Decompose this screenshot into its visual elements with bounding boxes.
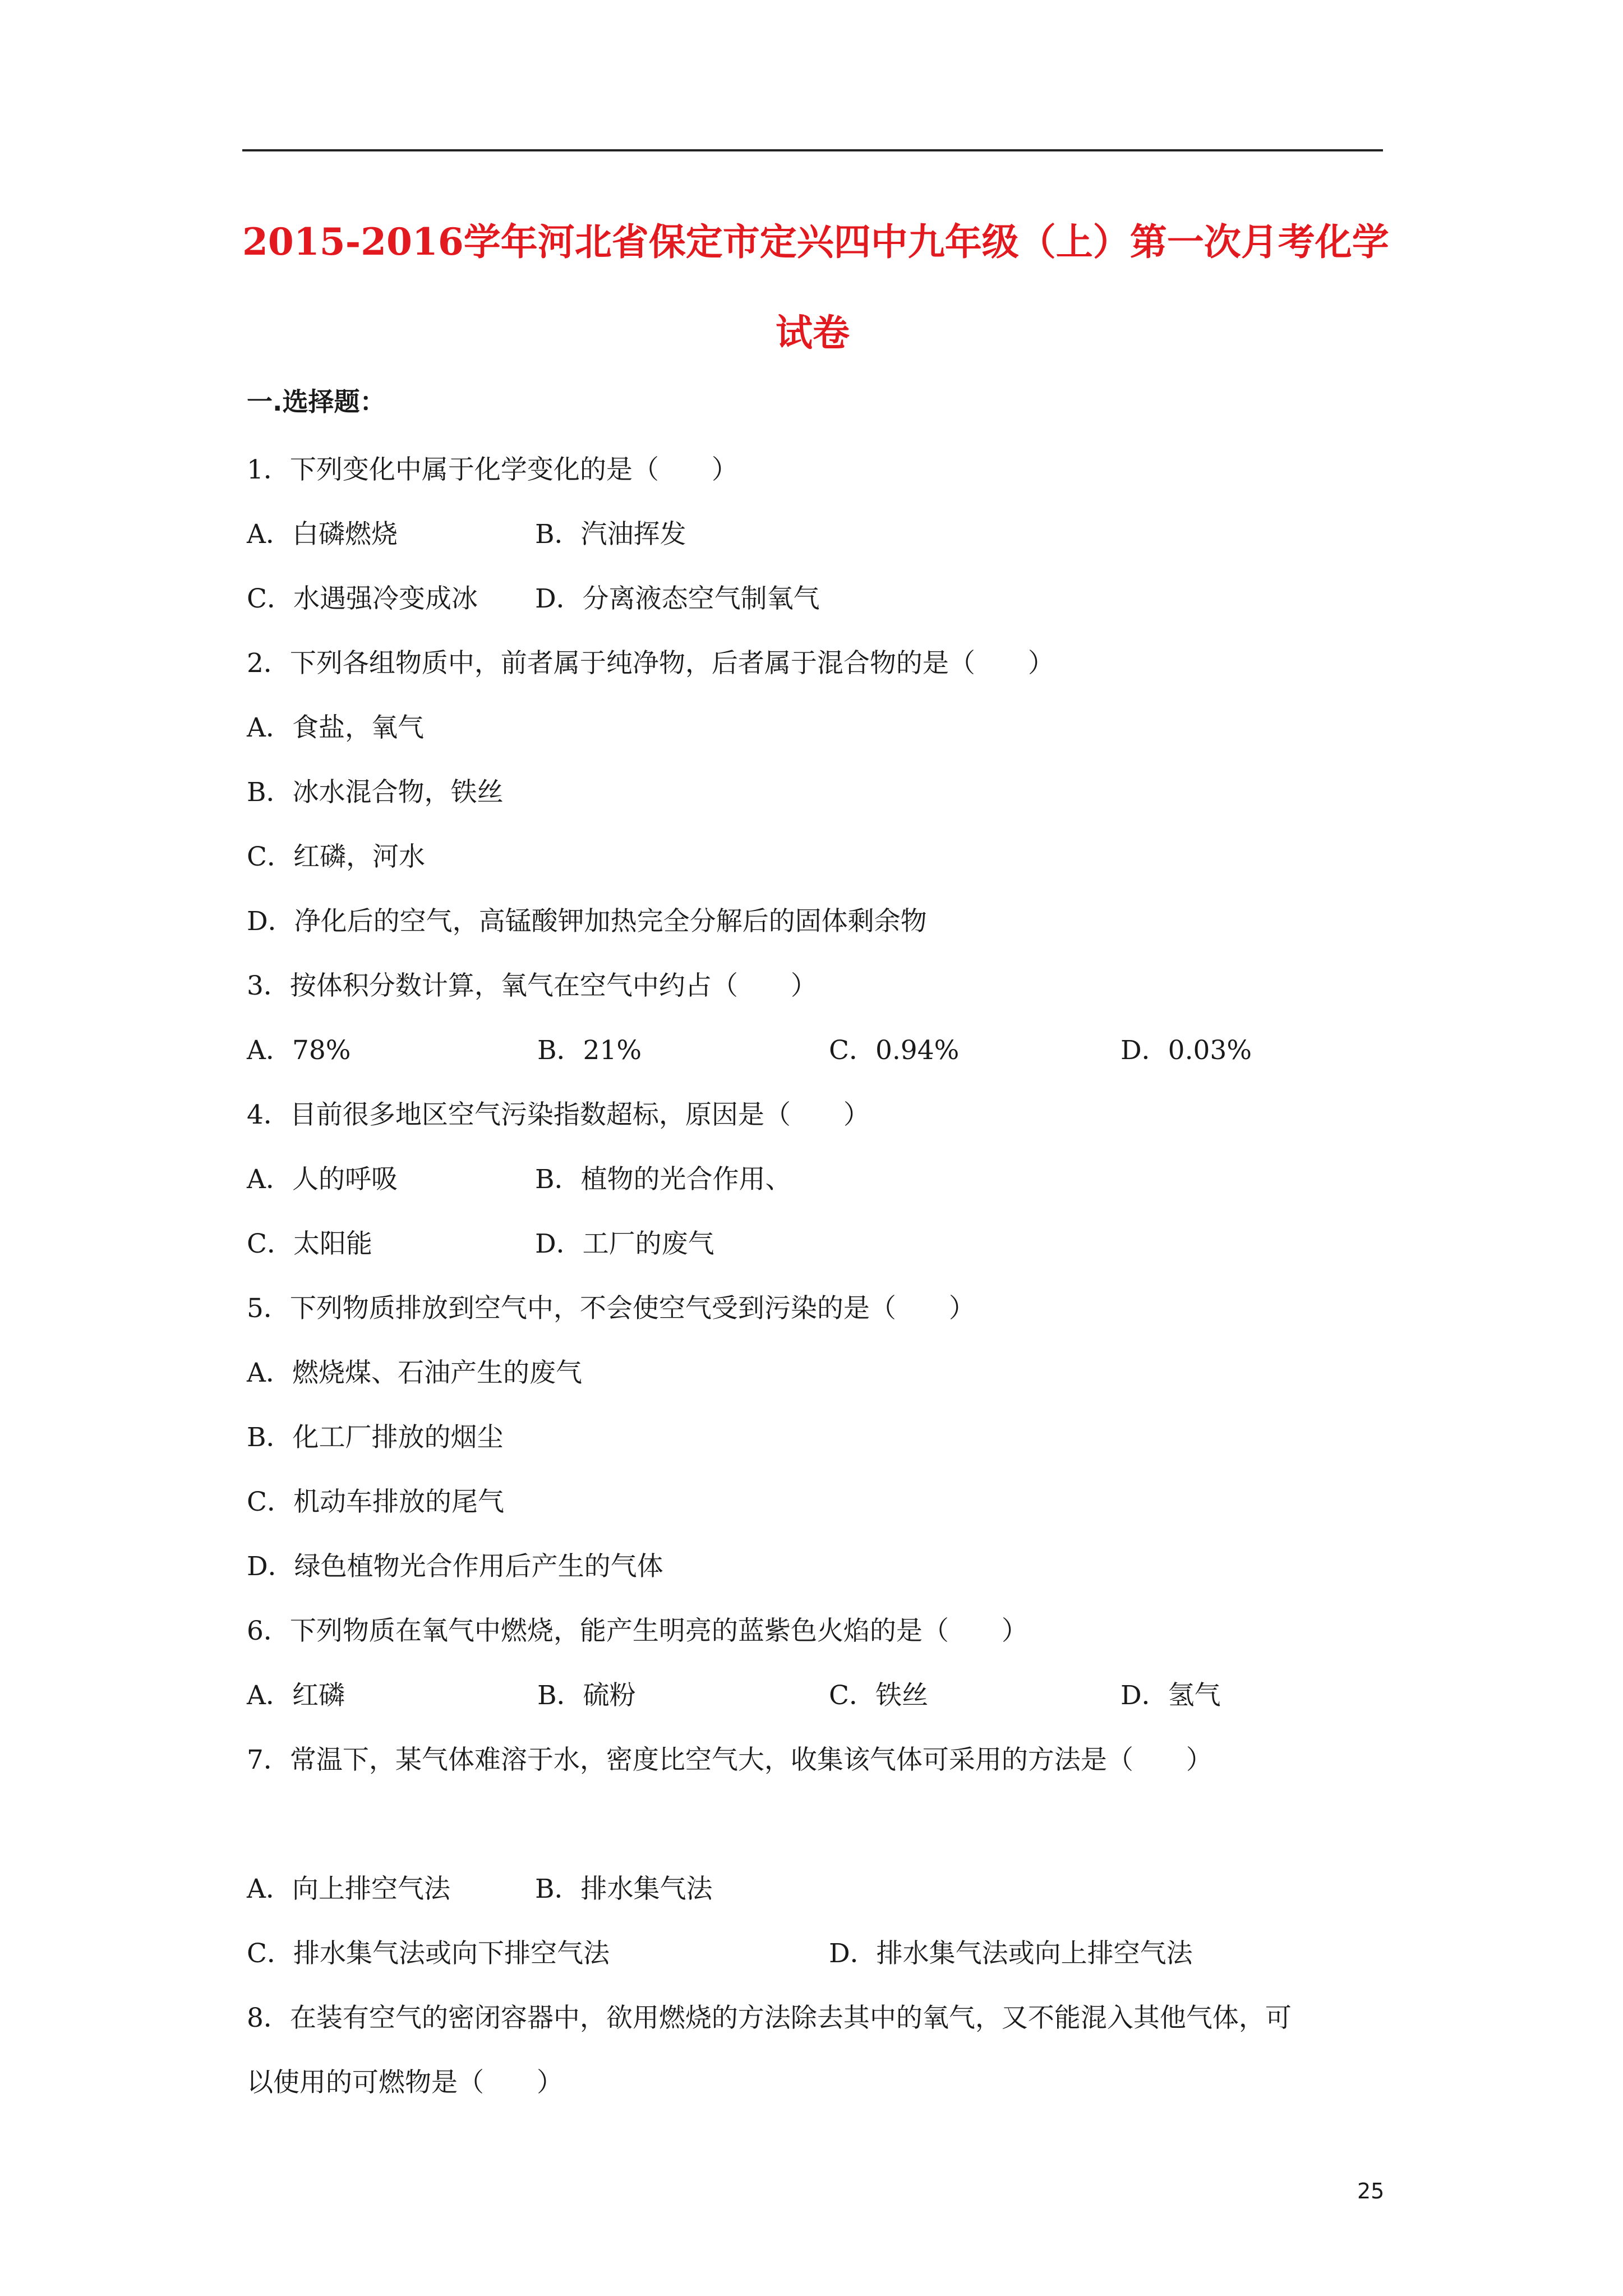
question-2-option-d: [247, 900, 1396, 937]
option-c: C．机动车排放的尾气: [247, 1487, 504, 1517]
option-a: A．红磷: [247, 1680, 345, 1711]
option-b: B．汽油挥发: [535, 519, 686, 550]
question-6-stem: 6．下列物质在氧气中燃烧，能产生明亮的蓝紫色火焰的是（ ）: [247, 1616, 1028, 1646]
option-c: C．红磷，河水: [247, 841, 425, 872]
question-3-options: [247, 1029, 1396, 1066]
question-8-stem: 8．在装有空气的密闭容器中，欲用燃烧的方法除去其中的氧气，又不能混入其他气体，可: [247, 2003, 1292, 2033]
question-5-option-b: [247, 1416, 1396, 1453]
option-a: A．食盐，氧气: [247, 712, 424, 743]
question-6-options: [247, 1674, 1396, 1711]
option-c: C．0.94%: [829, 1035, 960, 1066]
header-rule: [242, 149, 1383, 151]
option-d: D．绿色植物光合作用后产生的气体: [247, 1551, 663, 1582]
page-number: 25: [1357, 2179, 1385, 2203]
option-d: D．氢气: [1121, 1680, 1221, 1711]
option-b: B．植物的光合作用、: [535, 1164, 792, 1195]
question-4-stem: 4．目前很多地区空气污染指数超标，原因是（ ）: [247, 1099, 870, 1130]
option-b: B．21%: [537, 1035, 642, 1066]
option-a: A．人的呼吸: [247, 1164, 398, 1195]
option-d: D．净化后的空气，高锰酸钾加热完全分解后的固体剩余物: [247, 906, 927, 937]
question-7-options-row-1: [247, 1868, 1396, 1902]
question-4-options-row-2: [247, 1223, 1396, 1257]
question-1-stem: 1．下列变化中属于化学变化的是（ ）: [247, 454, 738, 485]
option-d: D．工厂的废气: [535, 1228, 714, 1259]
option-a: A．向上排空气法: [247, 1874, 450, 1904]
question-1-options-row-1: [247, 513, 1396, 550]
option-c: C．太阳能: [247, 1228, 372, 1259]
question-5-option-a: [247, 1352, 1396, 1386]
question-1-options-row-2: [247, 578, 1396, 614]
question-2-option-c: [247, 836, 1396, 872]
question-2-option-b: [247, 771, 1396, 808]
question-5-stem: 5．下列物质排放到空气中，不会使空气受到污染的是（ ）: [247, 1293, 975, 1324]
exam-title-line2: 试卷: [776, 311, 850, 355]
question-7-stem: 7．常温下，某气体难溶于水，密度比空气大，收集该气体可采用的方法是（ ）: [247, 1745, 1212, 1775]
option-c: C．铁丝: [829, 1680, 928, 1711]
option-b: B．硫粉: [537, 1680, 636, 1711]
option-d: D．分离液态空气制氧气: [535, 583, 820, 614]
question-8-stem-continued: 以使用的可燃物是（ ）: [247, 2067, 563, 2098]
option-c: C．水遇强冷变成冰: [247, 583, 478, 614]
question-2-option-a: [247, 707, 1396, 743]
question-5-option-d: [247, 1545, 1396, 1582]
question-3-stem: 3．按体积分数计算，氧气在空气中约占（ ）: [247, 970, 817, 1001]
question-5-option-c: [247, 1481, 1396, 1515]
option-d: D．排水集气法或向上排空气法: [829, 1938, 1193, 1969]
exam-title-line1: 2015-2016学年河北省保定市定兴四中九年级（上）第一次月考化学: [242, 220, 1389, 264]
option-c: C．排水集气法或向下排空气法: [247, 1938, 610, 1969]
question-2-stem: 2．下列各组物质中，前者属于纯净物，后者属于混合物的是（ ）: [247, 648, 1054, 679]
question-4-options-row-1: [247, 1158, 1396, 1195]
option-a: A．78%: [247, 1035, 351, 1066]
option-b: B．冰水混合物，铁丝: [247, 777, 504, 808]
option-a: A．燃烧煤、石油产生的废气: [247, 1358, 582, 1388]
section-heading: 一.选择题：: [247, 386, 386, 417]
option-a: A．白磷燃烧: [247, 519, 398, 550]
option-d: D．0.03%: [1121, 1035, 1252, 1066]
option-b: B．排水集气法: [535, 1874, 713, 1904]
question-7-options-row-2: [247, 1932, 1396, 1969]
option-b: B．化工厂排放的烟尘: [247, 1422, 504, 1453]
